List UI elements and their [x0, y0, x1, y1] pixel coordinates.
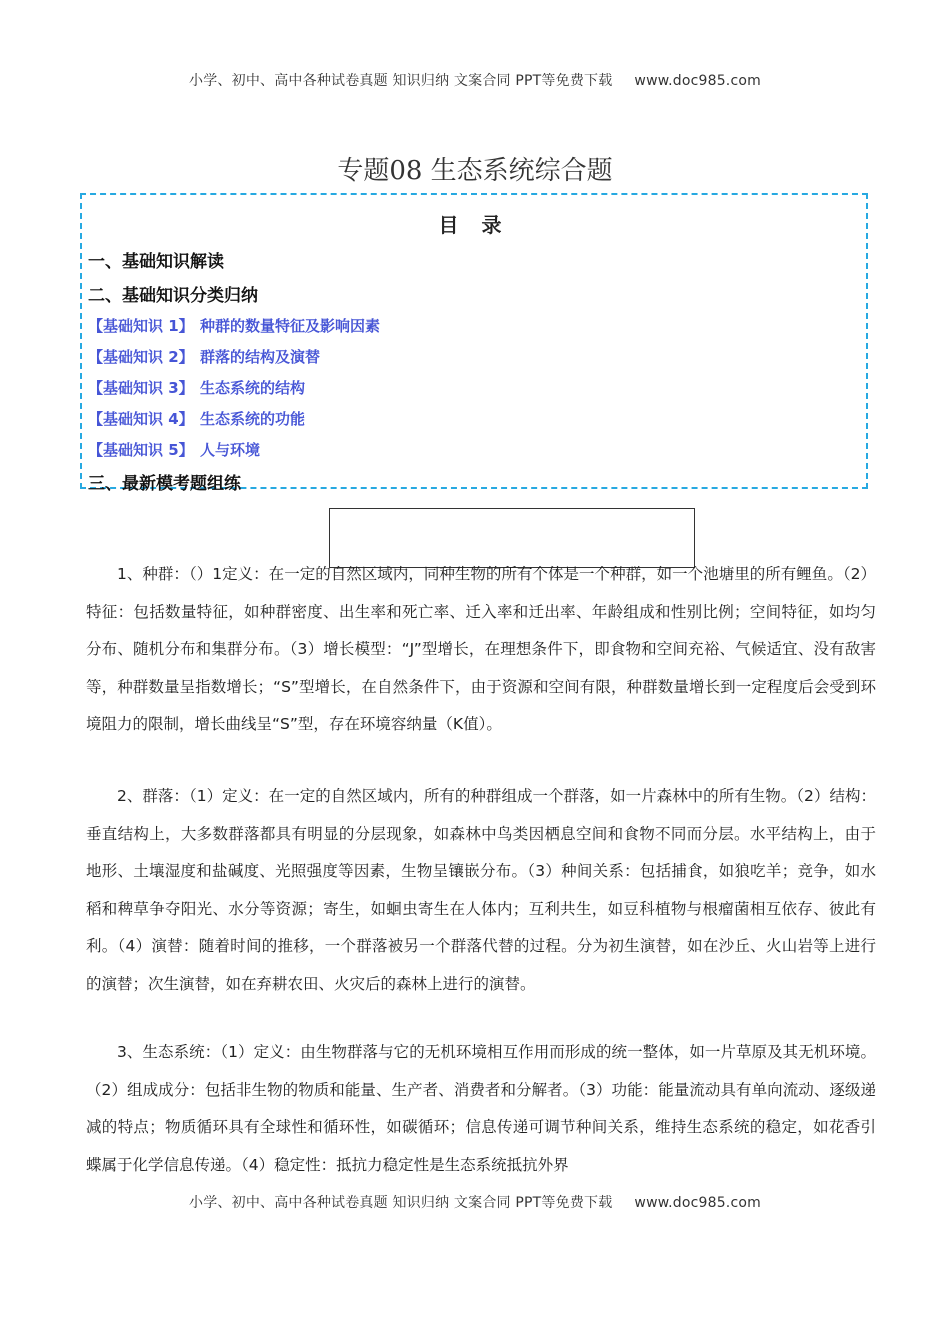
footer-text: 小学、初中、高中各种试卷真题 知识归纳 文案合同 PPT等免费下载 — [189, 1195, 613, 1211]
paragraph-community: 2、群落：（1）定义：在一定的自然区域内，所有的种群组成一个群落，如一片森林中的所有生物。（2）结构：垂直结构上，大多数群落都具有明显的分层现象，如森林中鸟类因栖息空间和食物不同而分层。水平结构上，由于地形、土壤湿度和盐碱度、光照强度等因素，生物呈镶嵌分布。（3）种间关系：包括捕食，如狼吃羊；竞争，如水稻和稗草争夺阳光、水分等资源；寄生，如蛔虫寄生在人体内；互利共生，如豆科植物与根瘤菌相互依存、彼此有利。（4）演替：随着时间的推移，一个群落被另一个群落代替的过程。分为初生演替，如在沙丘、火山岩等上进行的演替；次生演替，如在弃耕农田、火灾后的森林上进行的演替。 — [86, 787, 876, 993]
footer-site-link[interactable]: www.doc985.com — [634, 1195, 761, 1211]
table-of-contents — [80, 193, 868, 494]
toc-section-2[interactable]: 二、基础知识分类归纳 — [88, 286, 258, 306]
header-text: 小学、初中、高中各种试卷真题 知识归纳 文案合同 PPT等免费下载 — [189, 73, 613, 89]
toc-item-label: 群落的结构及演替 — [200, 348, 321, 366]
toc-heading: 目 录 — [438, 213, 510, 237]
toc-item-1[interactable] — [88, 315, 380, 336]
page-footer — [0, 1192, 950, 1212]
toc-item-tag: 【基础知识 1】 — [88, 317, 194, 335]
toc-item-label: 种群的数量特征及影响因素 — [200, 317, 381, 335]
toc-item-label: 生态系统的结构 — [200, 379, 306, 397]
header-site-link[interactable]: www.doc985.com — [634, 73, 761, 89]
toc-section-1[interactable]: 一、基础知识解读 — [88, 252, 224, 272]
toc-item-label: 人与环境 — [200, 441, 261, 459]
toc-item-4[interactable] — [88, 408, 305, 429]
page-header — [0, 70, 950, 90]
toc-item-5[interactable] — [88, 439, 260, 460]
paragraph-population: 1、种群：（）1定义：在一定的自然区域内，同种生物的所有个体是一个种群，如一个池塘里的所有鲤鱼。（2）特征：包括数量特征，如种群密度、出生率和死亡率、迁入率和迁出率、年龄组成和性别比例；空间特征，如均匀分布、随机分布和集群分布。（3）增长模型：“J”型增长，在理想条件下，即食物和空间充裕、气候适宜、没有敌害等，种群数量呈指数增长；“S”型增长，在自然条件下，由于资源和空间有限，种群数量增长到一定程度后会受到环境阻力的限制，增长曲线呈“S”型，存在环境容纳量（K值）。 — [86, 565, 876, 733]
toc-item-tag: 【基础知识 4】 — [88, 410, 194, 428]
toc-item-tag: 【基础知识 2】 — [88, 348, 194, 366]
toc-item-label: 生态系统的功能 — [200, 410, 306, 428]
toc-section-3[interactable]: 三、最新模考题组练 — [88, 474, 241, 494]
toc-item-2[interactable] — [88, 346, 320, 367]
toc-item-tag: 【基础知识 3】 — [88, 379, 194, 397]
document-title: 专题08 生态系统综合题 — [337, 156, 613, 186]
toc-item-tag: 【基础知识 5】 — [88, 441, 194, 459]
paragraph-ecosystem: 3、生态系统：（1）定义：由生物群落与它的无机环境相互作用而形成的统一整体，如一片草原及其无机环境。（2）组成成分：包括非生物的物质和能量、生产者、消费者和分解者。（3）功能：能量流动具有单向流动、逐级递减的特点；物质循环具有全球性和循环性，如碳循环；信息传递可调节种间关系，维持生态系统的稳定，如花香引蝶属于化学信息传递。（4）稳定性：抵抗力稳定性是生态系统抵抗外界 — [86, 1043, 876, 1174]
toc-item-3[interactable] — [88, 377, 305, 398]
